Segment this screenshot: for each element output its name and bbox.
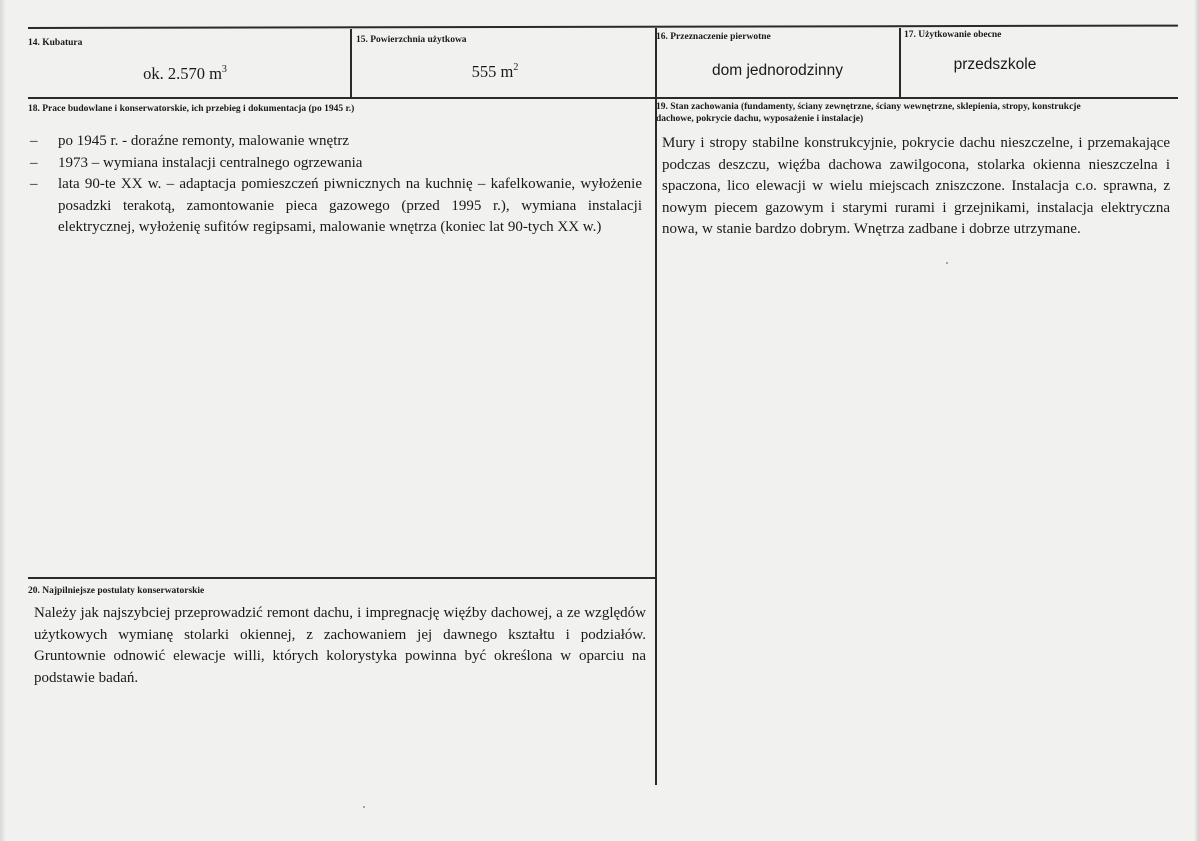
prace-label: 18. Prace budowlane i konserwatorskie, ich przebieg i dokumentacja (po 1945 r.) bbox=[28, 104, 355, 114]
prace-list bbox=[30, 131, 642, 239]
scan-speck bbox=[363, 806, 365, 808]
stan-label-line2: dachowe, pokrycie dachu, wyposażenie i instalacje) bbox=[656, 114, 864, 124]
grid-row-divider bbox=[28, 97, 1178, 99]
grid-main-vertical bbox=[655, 28, 657, 785]
grid-col-divider-2 bbox=[899, 28, 901, 98]
przeznaczenie-value: dom jednorodzinny bbox=[712, 62, 843, 79]
powierzchnia-value bbox=[420, 62, 570, 82]
prace-item-text: po 1945 r. - doraźne remonty, malowanie wnętrz bbox=[58, 133, 350, 149]
uzytkowanie-value: przedszkole bbox=[953, 56, 1037, 73]
dash-marker: – bbox=[30, 133, 38, 149]
postulaty-text: Należy jak najszybciej przeprowadzić remont dachu, i impregnację więźby dachowej, a ze względów użytkowych wymianę stolarki okiennej, z zachowaniem jej dawnego kształtu i podziałów. Gruntownie odnowić elewacje willi, których kolorystyka powinna być określona w oparciu na podstawie badań. bbox=[34, 605, 646, 686]
grid-col-divider-1 bbox=[350, 29, 352, 98]
kubatura-label: 14. Kubatura bbox=[28, 38, 83, 48]
scan-edge-left bbox=[0, 0, 6, 841]
grid-section-divider bbox=[28, 577, 655, 579]
list-item bbox=[30, 131, 642, 153]
kubatura-value bbox=[90, 64, 280, 84]
list-item bbox=[30, 153, 642, 175]
przeznaczenie-label: 16. Przeznaczenie pierwotne bbox=[656, 32, 771, 42]
prace-item-text: lata 90-te XX w. – adaptacja pomieszczeń piwnicznych na kuchnię – kafelkowanie, wyłożenie posadzki terakotą, zamontowanie pieca gazowego (przed 1995 r.), wymiana instalacji elektrycznej, wyłożenię sufitów regipsami, malowanie wnętrza (koniec lat 90-tych XX w.) bbox=[58, 176, 642, 235]
prace-item-text: 1973 – wymiana instalacji centralnego ogrzewania bbox=[58, 154, 363, 171]
scan-speck bbox=[946, 262, 948, 264]
powierzchnia-unit-sup: 2 bbox=[513, 62, 519, 73]
powierzchnia-number: 555 m bbox=[471, 62, 514, 81]
stan-label-line1: 19. Stan zachowania (fundamenty, ściany zewnętrzne, ściany wewnętrzne, sklepienia, stropy, konstrukcje bbox=[656, 102, 1081, 112]
uzytkowanie-label: 17. Użytkowanie obecne bbox=[904, 30, 1002, 40]
stan-text: Mury i stropy stabilne konstrukcyjnie, pokrycie dachu nieszczelne, i przemakające podczas deszczu, więźba dachowa zawilgocona, stolarka okienna nieszczelna i spaczona, lico elewacji w wielu miejscach zniszczone. Instalacja c.o. sprawna, z nowym piecem gazowym i starymi rurami i grzejnikami, instalacja elektryczna nowa, w stanie bardzo dobrym. Wnętrza zadbane i dobrze utrzymane. bbox=[662, 135, 1170, 237]
scan-edge-right bbox=[1194, 0, 1199, 841]
list-item bbox=[30, 174, 642, 239]
dash-marker: – bbox=[30, 154, 38, 171]
postulaty-label: 20. Najpilniejsze postulaty konserwatorskie bbox=[28, 586, 205, 596]
grid-top-line bbox=[28, 25, 1178, 29]
kubatura-number: ok. 2.570 m bbox=[143, 64, 222, 83]
dash-marker: – bbox=[30, 176, 38, 192]
powierzchnia-label: 15. Powierzchnia użytkowa bbox=[356, 35, 467, 45]
kubatura-unit-sup: 3 bbox=[221, 64, 227, 75]
